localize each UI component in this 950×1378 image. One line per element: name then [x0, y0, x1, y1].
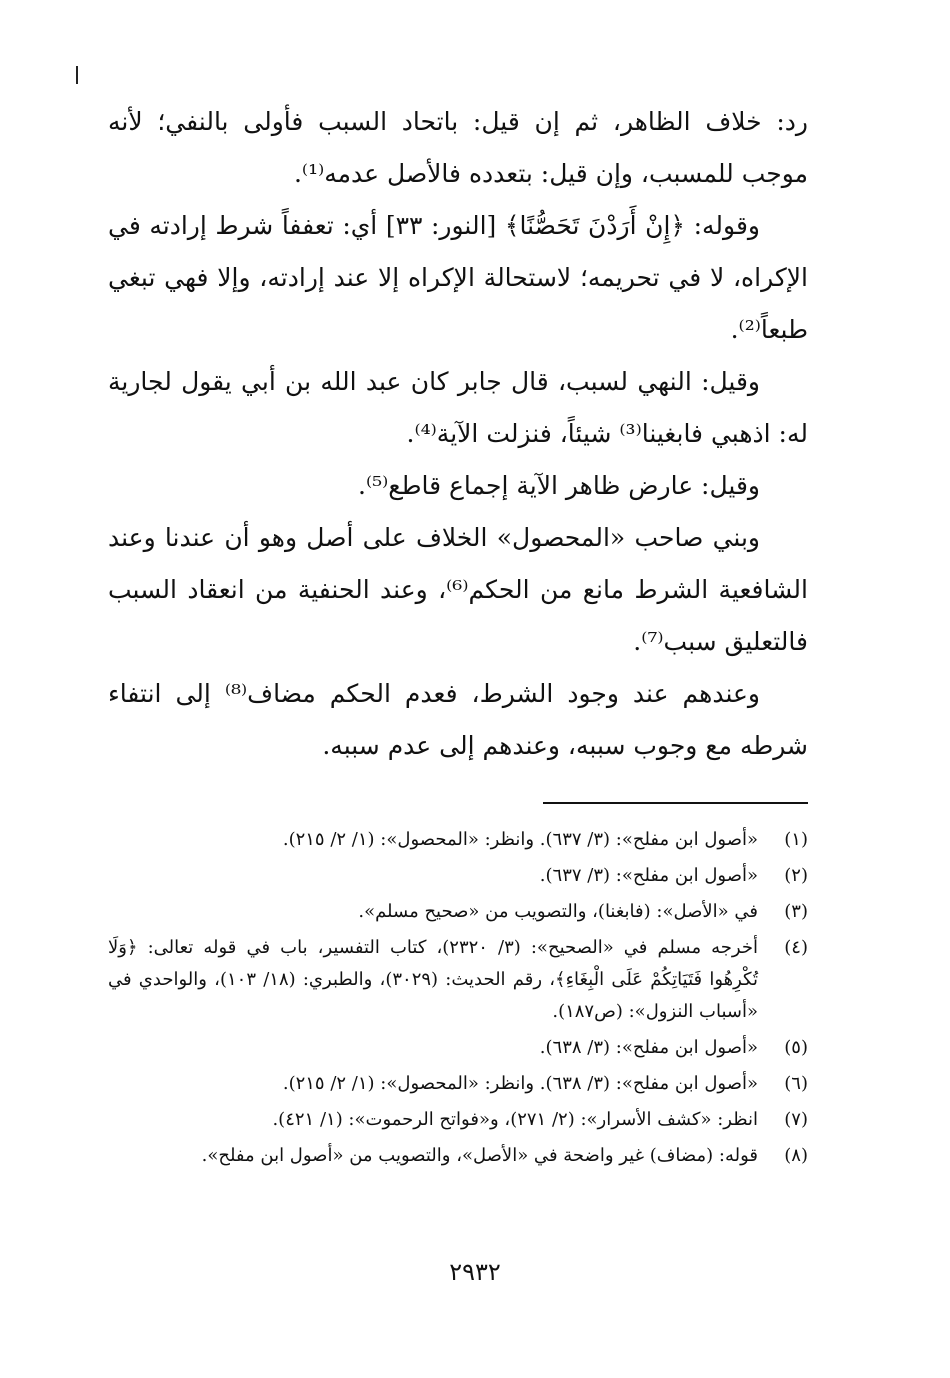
footnotes [108, 824, 808, 1176]
footnote-text: أخرجه مسلم في «الصحيح»: (٣/ ٢٣٢٠)، كتاب التفسير، باب في قوله تعالى: ﴿وَلَا تُكْرِهُوا فَتَيَاتِكُمْ عَلَى الْبِغَاءِ﴾، رقم الحديث: (٣٠٢٩)، والطبري: (١٨/ ١٠٣)، والواحدي في «أسباب النزول»: (ص١٨٧). [108, 937, 759, 1022]
footnote-text: انظر: «كشف الأسرار»: (٢/ ٢٧١)، و«فواتح الرحموت»: (١/ ٤٢١). [272, 1109, 758, 1130]
footnote [108, 896, 808, 928]
footnote-number: (٧) [784, 1109, 808, 1130]
footnote-text: في «الأصل»: (فابغنا)، والتصويب من «صحيح مسلم». [358, 901, 758, 922]
paragraph: وبني صاحب «المحصول» الخلاف على أصل وهو أن عندنا وعند الشافعية الشرط مانع من الحكم⁽⁶⁾، وعند الحنفية من انعقاد السبب فالتعليق سبب⁽⁷⁾. [108, 523, 808, 656]
footnote [108, 824, 808, 856]
footnote-number: (٤) [784, 937, 808, 958]
main-text [108, 96, 808, 772]
footnote-number: (١) [784, 829, 808, 850]
footnote [108, 860, 808, 892]
footnote-number: (٣) [784, 901, 808, 922]
paragraph: وقيل: عارض ظاهر الآية إجماع قاطع⁽⁵⁾. [358, 471, 760, 500]
footnote-number: (٥) [784, 1037, 808, 1058]
paragraph: رد: خلاف الظاهر، ثم إن قيل: باتحاد السبب فأولى بالنفي؛ لأنه موجب للمسبب، وإن قيل: بتعدده فالأصل عدمه⁽¹⁾. [108, 107, 808, 188]
footnote-text: «أصول ابن مفلح»: (٣/ ٦٣٨). وانظر: «المحصول»: (١/ ٢/ ٢١٥). [282, 1073, 758, 1094]
footnote-text: «أصول ابن مفلح»: (٣/ ٦٣٧). وانظر: «المحصول»: (١/ ٢/ ٢١٥). [282, 829, 758, 850]
footnote-number: (٢) [784, 865, 808, 886]
paragraph: وعندهم عند وجود الشرط، فعدم الحكم مضاف⁽⁸⁾ إلى انتفاء شرطه مع وجوب سببه، وعندهم إلى عدم سببه. [108, 679, 808, 760]
page-number: ٢٩٣٢ [449, 1258, 501, 1286]
footnote [108, 1104, 808, 1136]
footnote-text: قوله: (مضاف) غير واضحة في «الأصل»، والتصويب من «أصول ابن مفلح». [201, 1145, 758, 1166]
footnote [108, 1032, 808, 1064]
footnote-text: «أصول ابن مفلح»: (٣/ ٦٣٨). [539, 1037, 758, 1058]
footnote-divider [543, 802, 808, 804]
margin-mark [76, 66, 78, 84]
footnote-number: (٨) [784, 1145, 808, 1166]
footnote [108, 1068, 808, 1100]
footnote [108, 1140, 808, 1172]
footnote-text: «أصول ابن مفلح»: (٣/ ٦٣٧). [539, 865, 758, 886]
footnote [108, 932, 808, 1028]
paragraph: وقوله: ﴿إِنْ أَرَدْنَ تَحَصُّنًا﴾ [النور: ٣٣] أي: تعففاً شرط إرادته في الإكراه، لا في تحريمه؛ لاستحالة الإكراه إلا عند إرادته، وإلا فهي تبغي طبعاً⁽²⁾. [108, 211, 808, 344]
footnote-number: (٦) [784, 1073, 808, 1094]
paragraph: وقيل: النهي لسبب، قال جابر كان عبد الله بن أبي يقول لجارية له: اذهبي فابغينا⁽³⁾ شيئاً، فنزلت الآية⁽⁴⁾. [108, 367, 808, 448]
